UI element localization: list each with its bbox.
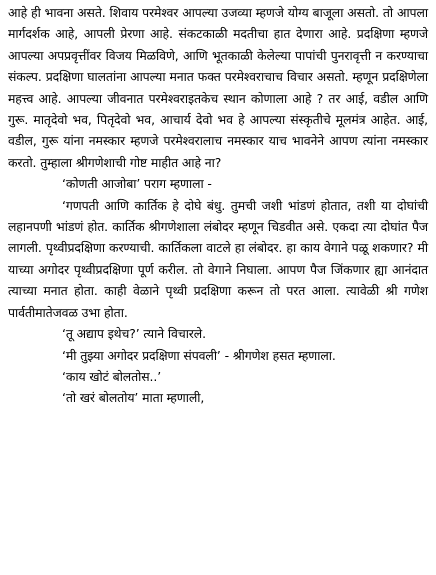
paragraph-mother-says: ‘तो खरं बोलतोय’ माता म्हणाली, bbox=[62, 390, 205, 406]
paragraph-parag-question: ‘कोणती आजोबा’ पराग म्हणाला - bbox=[62, 176, 212, 192]
paragraph-kartik-doubt: ‘काय खोटं बोलतोस..’ bbox=[62, 368, 162, 384]
paragraph-kartik-asks: ‘तू अद्याप इथेच?’ त्याने विचारले. bbox=[62, 326, 206, 342]
paragraph-ganesh-reply: ‘मी तुझ्या अगोदर प्रदक्षिणा संपवली’ - श्रीगणेश हसत म्हणाला. bbox=[62, 347, 336, 363]
paragraph-ganpati-story: ‘गणपती आणि कार्तिक हे दोघे बंधु. तुमची जशी भांडणं होतात, तशी या दोघांची लहानपणी भांडणं होत. कार्तिक श्रीगणेशाला लंबोदर म्हणून चिडवीत असे. एकदा त्या दोघांत पैज लागली. पृथ्वीप्रदक्षिणा करण्याची. कार्तिकला वाटले हा लंबोदर. हा काय वेगाने पळू शकणार? मी याच्या अगोदर पृथ्वीप्रदक्षिणा पूर्ण करील. तो वेगाने निघाला. आपण पैज जिंकणार ह्या आनंदात त्याच्या मनात होता. काही वेळाने पृथ्वी प्रदक्षिणा करून तो परत आला. त्यावेळी श्री गणेश पार्वतीमातेजवळ उभा होता. bbox=[8, 197, 428, 320]
paragraph-bhavana: आहे ही भावना असते. शिवाय परमेश्वर आपल्या उजव्या म्हणजे योग्य बाजूला असतो. तो आपला मार्गदर्शक आहे, आपली प्रेरणा आहे. संकटकाळी मदतीचा हात देणारा आहे. प्रदक्षिणा म्हणजे आपल्या अपप्रवृत्तींवर विजय मिळविणे, आणि भूतकाळी केलेल्या पापांची पुनरावृत्ती न करण्याचा संकल्प. प्रदक्षिणा घालतांना आपल्या मनात फक्त परमेश्वराचाच विचार असतो. म्हणून प्रदक्षिणेला महत्त्व आहे. आपल्या जीवनात परमेश्वराइतकेच स्थान कोणाला आहे ? तर आई, वडील आणि गुरू. मातृदेवो भव, पितृदेवो भव, आचार्य देवो भव हे आपल्या संस्कृतीचे मूलमंत्र आहेत. आई, वडील, गुरू यांना नमस्कार म्हणजे परमेश्वरालाच नमस्कार याच भावनेने आपण त्यांना नमस्कार करतो. तुम्हाला श्रीगणेशाची गोष्ट माहीत आहे ना? bbox=[8, 5, 428, 170]
